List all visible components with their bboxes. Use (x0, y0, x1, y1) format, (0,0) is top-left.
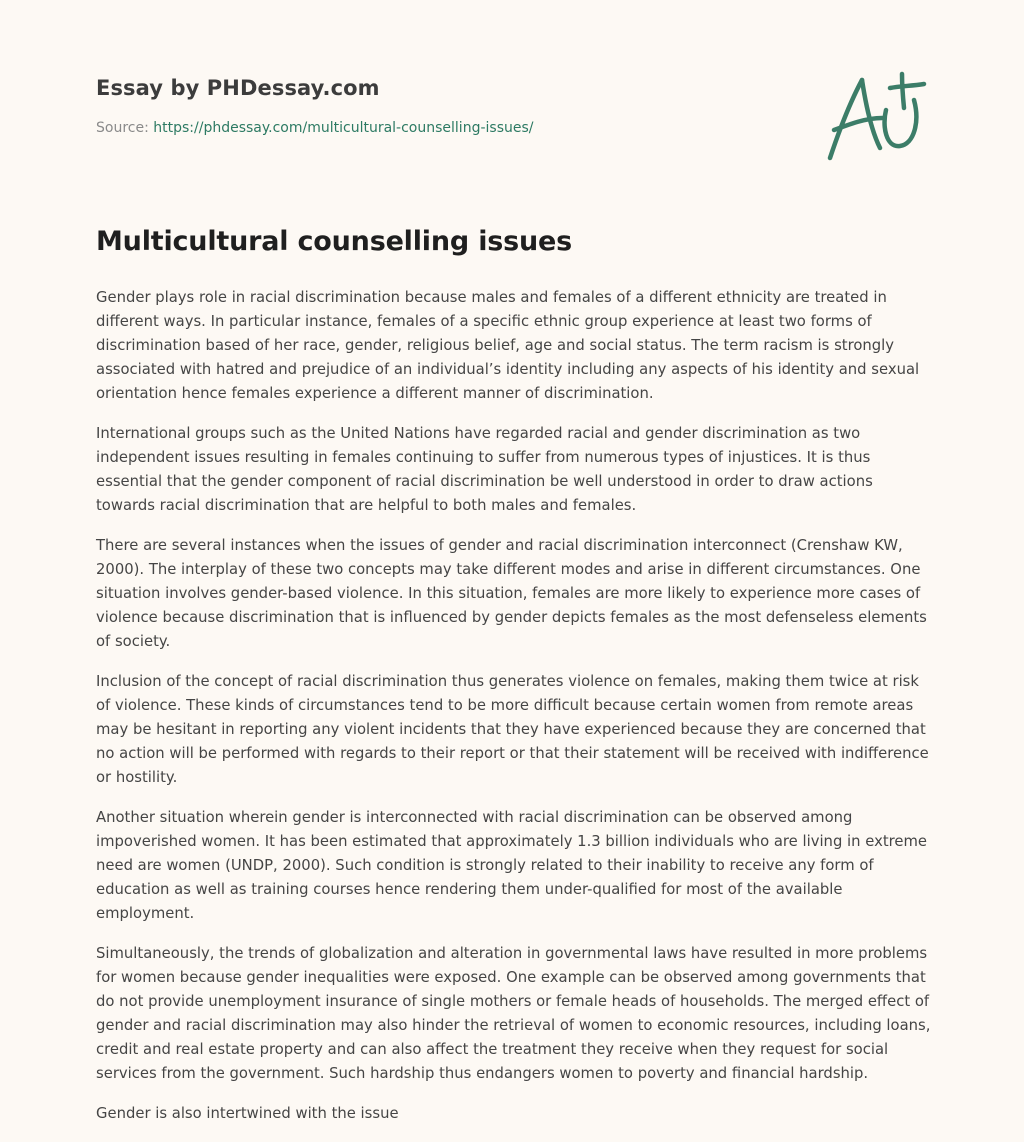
essay-body (96, 286, 932, 1142)
essay-paragraph: Gender is also intertwined with the issue (96, 1105, 399, 1122)
source-label: Source: (96, 120, 149, 136)
source-line (96, 120, 736, 136)
brand-title: Essay by PHDessay.com (96, 76, 380, 100)
a-plus-grade-icon (820, 66, 932, 166)
essay-paragraph: Gender plays role in racial discrimination because males and females of a different ethnicity are treated in different ways. In particular instance, females of a specific ethnic group experience at least two forms of discrimination based of her race, gender, religious belief, age and social status. The term racism is strongly associated with hatred and prejudice of an individual’s identity including any aspects of his identity and sexual orientation hence females experience a different manner of discrimination. (96, 289, 920, 402)
essay-title: Multicultural counselling issues (96, 226, 573, 257)
essay-paragraph: International groups such as the United Nations have regarded racial and gender discrimination as two independent issues resulting in females continuing to suffer from numerous types of injustices. It is thus essential that the gender component of racial discrimination be well understood in order to draw actions towards racial discrimination that are helpful to both males and females. (96, 425, 873, 514)
essay-paragraph: Another situation wherein gender is interconnected with racial discrimination can be observed among impoverished women. It has been estimated that approximately 1.3 billion individuals who are living in extreme need are women (UNDP, 2000). Such condition is strongly related to their inability to receive any form of education as well as training courses hence rendering them under-qualified for most of the available employment. (96, 809, 928, 922)
essay-paragraph: There are several instances when the issues of gender and racial discrimination interconnect (Crenshaw KW, 2000). The interplay of these two concepts may take different modes and arise in different circumstances. One situation involves gender-based violence. In this situation, females are more likely to experience more cases of violence because discrimination that is influenced by gender depicts females as the most defenseless elements of society. (96, 537, 927, 650)
essay-paragraph: Simultaneously, the trends of globalization and alteration in governmental laws have resulted in more problems for women because gender inequalities were exposed. One example can be observed among governments that do not provide unemployment insurance of single mothers or female heads of households. The merged effect of gender and racial discrimination may also hinder the retrieval of women to economic resources, including loans, credit and real estate property and can also affect the treatment they receive when they request for social services from the government. Such hardship thus endangers women to poverty and financial hardship. (96, 945, 931, 1082)
essay-paragraph: Inclusion of the concept of racial discrimination thus generates violence on females, making them twice at risk of violence. These kinds of circumstances tend to be more difficult because certain women from remote areas may be hesitant in reporting any violent incidents that they have experienced because they are concerned that no action will be performed with regards to their report or that their statement will be received with indifference or hostility. (96, 673, 929, 786)
source-link[interactable]: https://phdessay.com/multicultural-counselling-issues/ (153, 120, 534, 136)
essay-header (96, 76, 736, 136)
